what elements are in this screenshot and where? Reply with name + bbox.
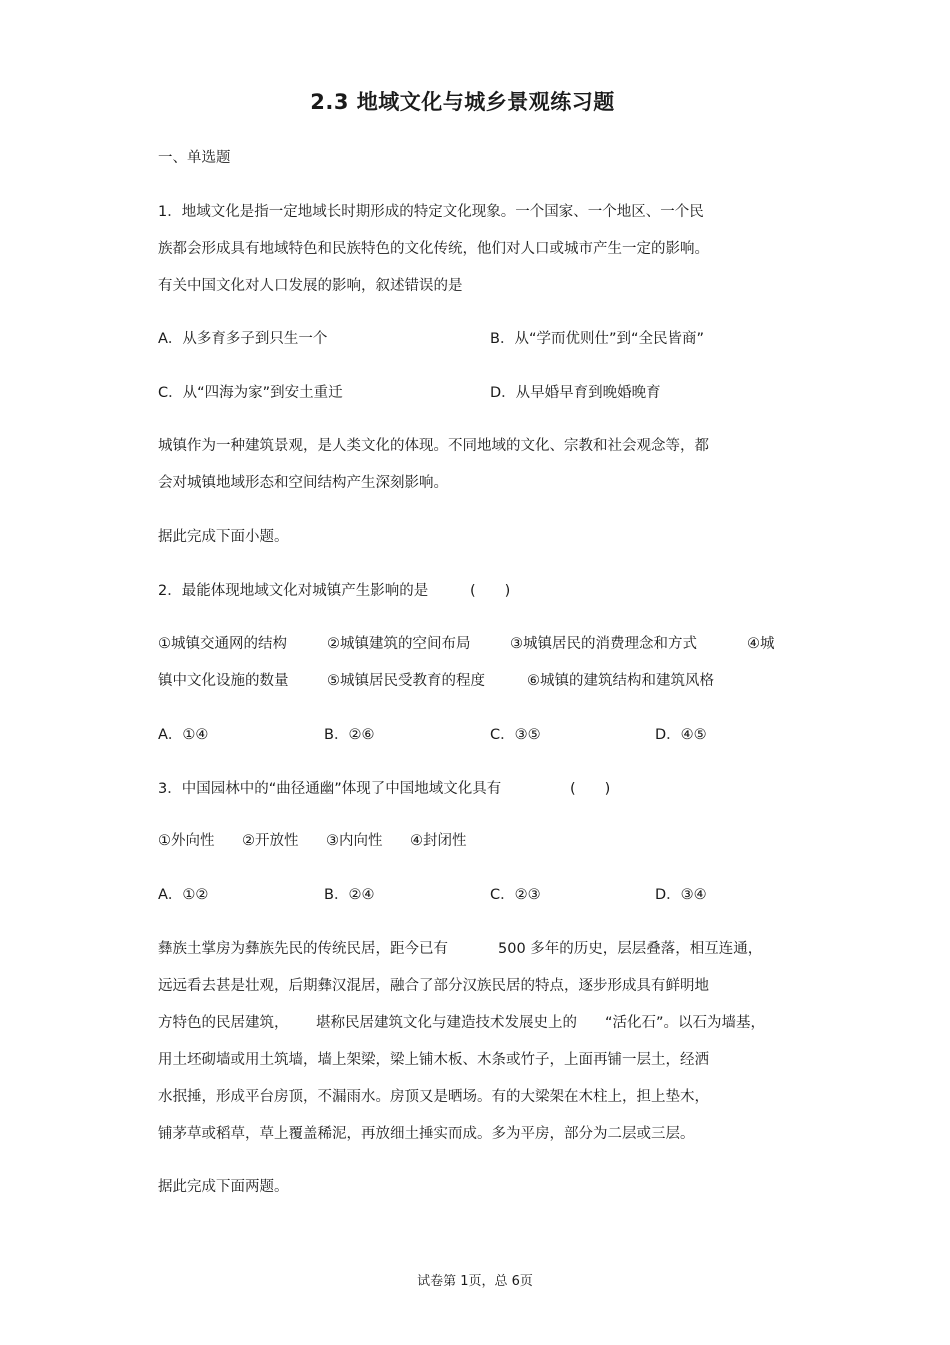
q2-choice-1: ①城镇交通网的结构 <box>158 636 287 652</box>
passage2-line6: 铺茅草或稻草，草上覆盖稀泥，再放细土捶实而成。多为平房，部分为二层或三层。 <box>158 1126 695 1142</box>
q2-choice-4-part1: ④城 <box>747 636 775 652</box>
passage2-line4: 用土坯砌墙或用土筑墙，墙上架梁，梁上铺木板、木条或竹子，上面再铺一层土，经洒 <box>158 1052 709 1068</box>
q2-stem: 2．最能体现地域文化对城镇产生影响的是 <box>158 583 429 599</box>
q2-option-d: D．④⑤ <box>655 727 707 743</box>
q3-choice-3: ③内向性 <box>326 833 383 849</box>
q3-option-b: B．②④ <box>324 887 375 903</box>
q2-choice-3: ③城镇居民的消费理念和方式 <box>510 636 697 652</box>
q1-option-a: A．从多育多子到只生一个 <box>158 331 328 347</box>
q3-option-c: C．②③ <box>490 887 541 903</box>
q2-choice-5: ⑤城镇居民受教育的程度 <box>327 673 485 689</box>
q3-stem: 3．中国园林中的“曲径通幽”体现了中国地域文化具有 <box>158 781 502 797</box>
q3-answer-blank: ( ) <box>570 781 611 797</box>
q2-choice-6: ⑥城镇的建筑结构和建筑风格 <box>527 673 714 689</box>
q2-answer-blank: ( ) <box>470 583 511 599</box>
passage1-line2: 会对城镇地域形态和空间结构产生深刻影响。 <box>158 475 448 491</box>
passage2-line3-part3: “活化石”。以石为墙基， <box>605 1015 766 1031</box>
q1-option-d: D．从早婚早育到晚婚晚育 <box>490 385 661 401</box>
q2-choice-4-part2: 镇中文化设施的数量 <box>158 673 289 689</box>
passage2-line1-part2: 500 多年的历史，层层叠落，相互连通， <box>498 941 763 957</box>
page-footer: 试卷第 1页，总 6页 <box>417 1274 533 1289</box>
passage2-line5: 水抿捶，形成平台房顶，不漏雨水。房顶又是晒场。有的大梁架在木柱上，担上垫木， <box>158 1089 709 1105</box>
q1-option-b: B．从“学而优则仕”到“全民皆商” <box>490 331 704 347</box>
instruction-1: 据此完成下面小题。 <box>158 529 289 545</box>
page-title: 2.3 地域文化与城乡景观练习题 <box>310 90 615 114</box>
q3-choice-1: ①外向性 <box>158 833 215 849</box>
q2-option-b: B．②⑥ <box>324 727 375 743</box>
passage2-line3-part1: 方特色的民居建筑， <box>158 1015 289 1031</box>
q3-choice-4: ④封闭性 <box>410 833 467 849</box>
passage1-line1: 城镇作为一种建筑景观，是人类文化的体现。不同地域的文化、宗教和社会观念等，都 <box>158 438 709 454</box>
q1-stem-line3: 有关中国文化对人口发展的影响，叙述错误的是 <box>158 278 463 294</box>
q2-option-c: C．③⑤ <box>490 727 541 743</box>
q3-option-a: A．①② <box>158 887 209 903</box>
passage2-line1-part1: 彝族土掌房为彝族先民的传统民居，距今已有 <box>158 941 448 957</box>
q2-choice-2: ②城镇建筑的空间布局 <box>327 636 471 652</box>
q1-stem-line2: 族都会形成具有地域特色和民族特色的文化传统，他们对人口或城市产生一定的影响。 <box>158 241 709 257</box>
q2-option-a: A．①④ <box>158 727 209 743</box>
instruction-2: 据此完成下面两题。 <box>158 1179 289 1195</box>
passage2-line2: 远远看去甚是壮观，后期彝汉混居，融合了部分汉族民居的特点，逐步形成具有鲜明地 <box>158 978 709 994</box>
q1-stem-line1: 1．地域文化是指一定地域长时期形成的特定文化现象。一个国家、一个地区、一个民 <box>158 204 704 220</box>
q3-choice-2: ②开放性 <box>242 833 299 849</box>
section-heading: 一、单选题 <box>158 150 231 166</box>
passage2-line3-part2: 堪称民居建筑文化与建造技术发展史上的 <box>316 1015 577 1031</box>
q1-option-c: C．从“四海为家”到安土重迁 <box>158 385 343 401</box>
q3-option-d: D．③④ <box>655 887 707 903</box>
